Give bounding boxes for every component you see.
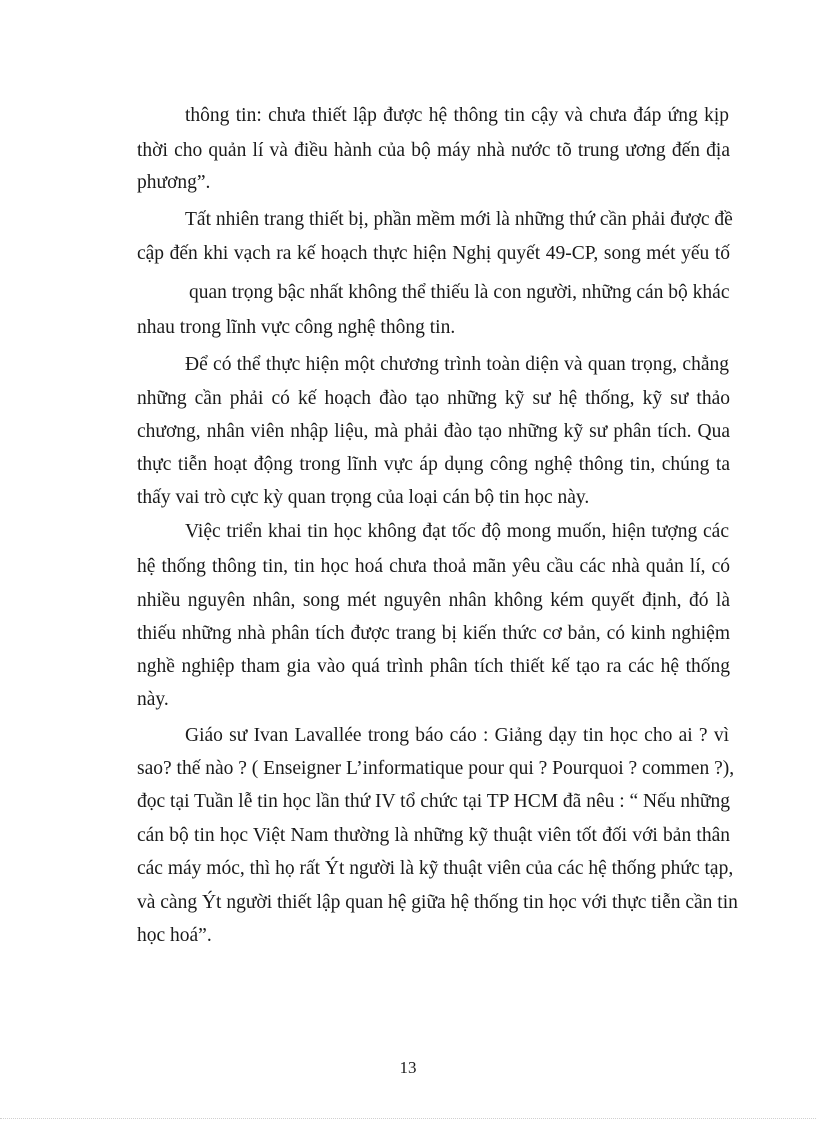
text-line: phương”. (137, 172, 211, 193)
text-line: đọc tại Tuần lễ tin học lần thứ IV tổ chức tại TP HCM đã nêu : “ Nếu những (137, 791, 730, 812)
text-line: thấy vai trò cực kỳ quan trọng của loại cán bộ tin học này. (137, 487, 590, 508)
text-line: thiếu những nhà phân tích được trang bị kiến thức cơ bản, có kinh nghiệm (137, 623, 730, 644)
text-line: cán bộ tin học Việt Nam thường là những kỹ thuật viên tốt đối với bản thân (137, 825, 730, 846)
text-line: các máy móc, thì họ rất Ýt người là kỹ thuật viên của các hệ thống phức tạp, (137, 858, 734, 879)
text-line: nhau trong lĩnh vực công nghệ thông tin. (137, 317, 456, 338)
page-bottom-divider (0, 1118, 816, 1119)
text-line: những cần phải có kế hoạch đào tạo những kỹ sư hệ thống, kỹ sư thảo (137, 388, 730, 409)
text-line: nhiều nguyên nhân, song mét nguyên nhân không kém quyết định, đó là (137, 590, 730, 611)
text-line: chương, nhân viên nhập liệu, mà phải đào tạo những kỹ sư phân tích. Qua (137, 421, 730, 442)
page-number: 13 (399, 1058, 417, 1077)
text-line: Việc triển khai tin học không đạt tốc độ mong muốn, hiện tượng các (185, 521, 729, 542)
text-line: Tất nhiên trang thiết bị, phần mềm mới là những thứ cần phải được đề (185, 209, 733, 230)
text-line: thực tiễn hoạt động trong lĩnh vực áp dụng công nghệ thông tin, chúng ta (137, 454, 730, 475)
text-line: và càng Ýt người thiết lập quan hệ giữa hệ thống tin học với thực tiễn cần tin (137, 892, 738, 913)
text-line: hệ thống thông tin, tin học hoá chưa thoả mãn yêu cầu các nhà quản lí, có (137, 556, 730, 577)
text-line: thời cho quản lí và điều hành của bộ máy nhà nước tõ trung ương đến địa (137, 140, 730, 161)
text-line: cập đến khi vạch ra kế hoạch thực hiện Nghị quyết 49-CP, song mét yếu tố (137, 243, 730, 264)
text-line: này. (137, 689, 169, 710)
text-line: quan trọng bậc nhất không thể thiếu là con người, những cán bộ khác (189, 282, 730, 303)
text-line: học hoá”. (137, 925, 212, 946)
text-line: Giáo sư Ivan Lavallée trong báo cáo : Giảng dạy tin học cho ai ? vì (185, 725, 729, 746)
text-line: thông tin: chưa thiết lập được hệ thông tin cậy và chưa đáp ứng kịp (185, 105, 729, 126)
text-line: nghề nghiệp tham gia vào quá trình phân tích thiết kế tạo ra các hệ thống (137, 656, 730, 677)
text-line: sao? thế nào ? ( Enseigner L’informatique pour qui ? Pourquoi ? commen ?), (137, 758, 735, 779)
text-line: Để có thể thực hiện một chương trình toàn diện và quan trọng, chẳng (185, 354, 729, 375)
